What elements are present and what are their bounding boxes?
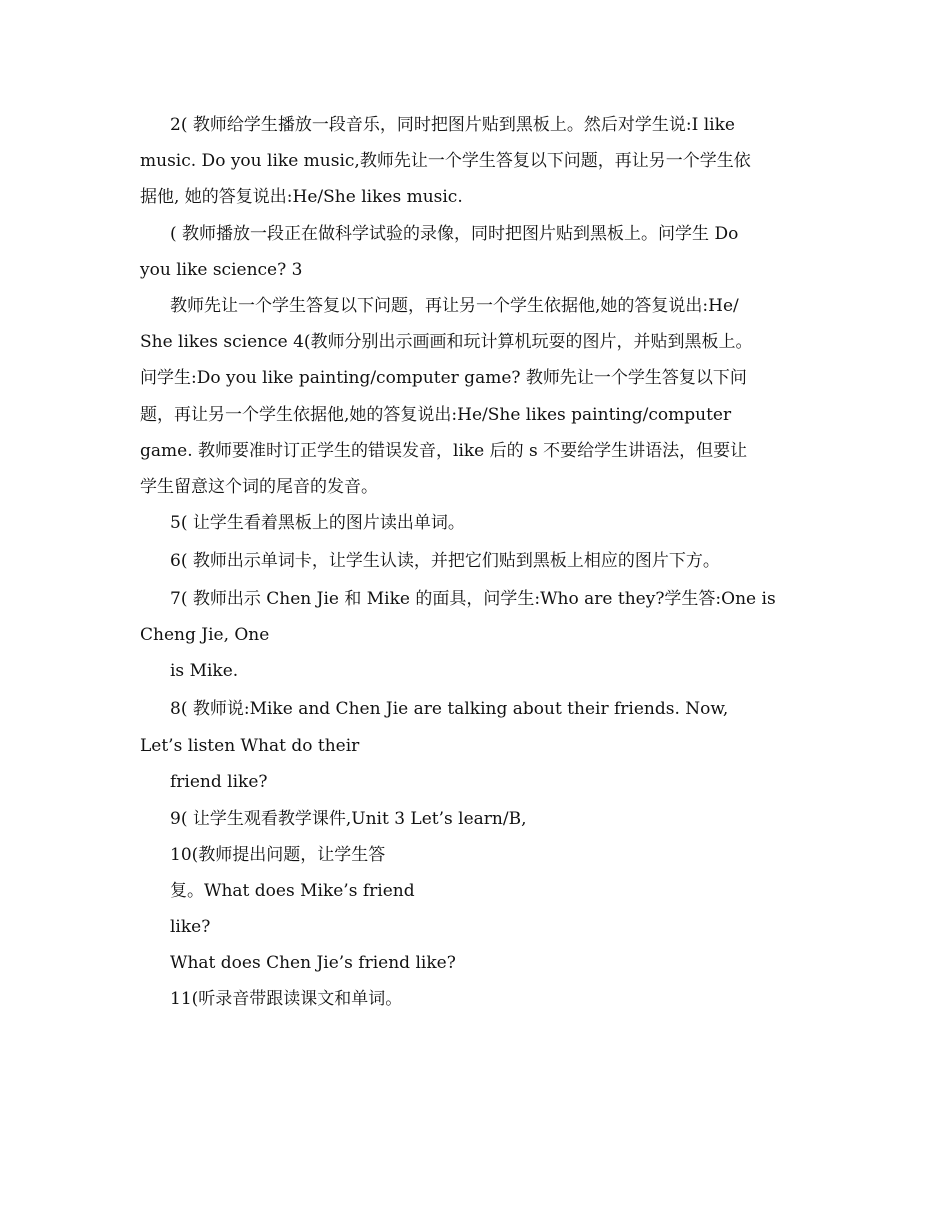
paragraph-2-line-2: music. Do you like music,教师先让一个学生答复以下问题，再让另一个学生依: [140, 151, 751, 171]
paragraph-10-line-3: like?: [170, 917, 211, 937]
paragraph-10-line-1: 10(教师提出问题，让学生答: [170, 845, 386, 865]
paragraph-6: 6( 教师出示单词卡，让学生认读，并把它们贴到黑板上相应的图片下方。: [170, 551, 720, 571]
paragraph-4-line-5: game. 教师要准时订正学生的错误发音，like 后的 s 不要给学生讲语法，但要让: [140, 441, 748, 461]
paragraph-9: 9( 让学生观看教学课件,Unit 3 Let’s learn/B,: [170, 809, 527, 829]
paragraph-5: 5( 让学生看着黑板上的图片读出单词。: [170, 513, 465, 533]
paragraph-3-line-2: you like science? 3: [140, 260, 303, 280]
paragraph-2-line-1: 2( 教师给学生播放一段音乐，同时把图片贴到黑板上。然后对学生说:I like: [170, 115, 735, 135]
paragraph-7-line-2: Cheng Jie, One: [140, 625, 270, 645]
paragraph-10-line-4: What does Chen Jie’s friend like?: [170, 953, 456, 973]
paragraph-3-line-1: ( 教师播放一段正在做科学试验的录像，同时把图片贴到黑板上。问学生 Do: [170, 224, 739, 244]
paragraph-8-line-2: Let’s listen What do their: [140, 736, 360, 756]
paragraph-8-line-1: 8( 教师说:Mike and Chen Jie are talking about their friends. Now,: [170, 699, 729, 719]
paragraph-4-line-4: 题，再让另一个学生依据他,她的答复说出:He/She likes painting/computer: [140, 405, 732, 425]
paragraph-11: 11(听录音带跟读课文和单词。: [170, 989, 403, 1009]
paragraph-4-line-2: She likes science 4(教师分别出示画画和玩计算机玩耍的图片，并贴到黑板上。: [140, 332, 753, 352]
paragraph-7-line-3: is Mike.: [170, 661, 239, 681]
paragraph-4-line-3: 问学生:Do you like painting/computer game? 教师先让一个学生答复以下问: [140, 368, 747, 388]
paragraph-2-line-3: 据他, 她的答复说出:He/She likes music.: [140, 187, 463, 207]
paragraph-10-line-2: 复。What does Mike’s friend: [170, 881, 415, 901]
paragraph-7-line-1: 7( 教师出示 Chen Jie 和 Mike 的面具，问学生:Who are they?学生答:One is: [170, 589, 776, 609]
paragraph-4-line-6: 学生留意这个词的尾音的发音。: [140, 477, 378, 497]
paragraph-8-line-3: friend like?: [170, 772, 268, 792]
paragraph-4-line-1: 教师先让一个学生答复以下问题，再让另一个学生依据他,她的答复说出:He/: [170, 296, 739, 316]
